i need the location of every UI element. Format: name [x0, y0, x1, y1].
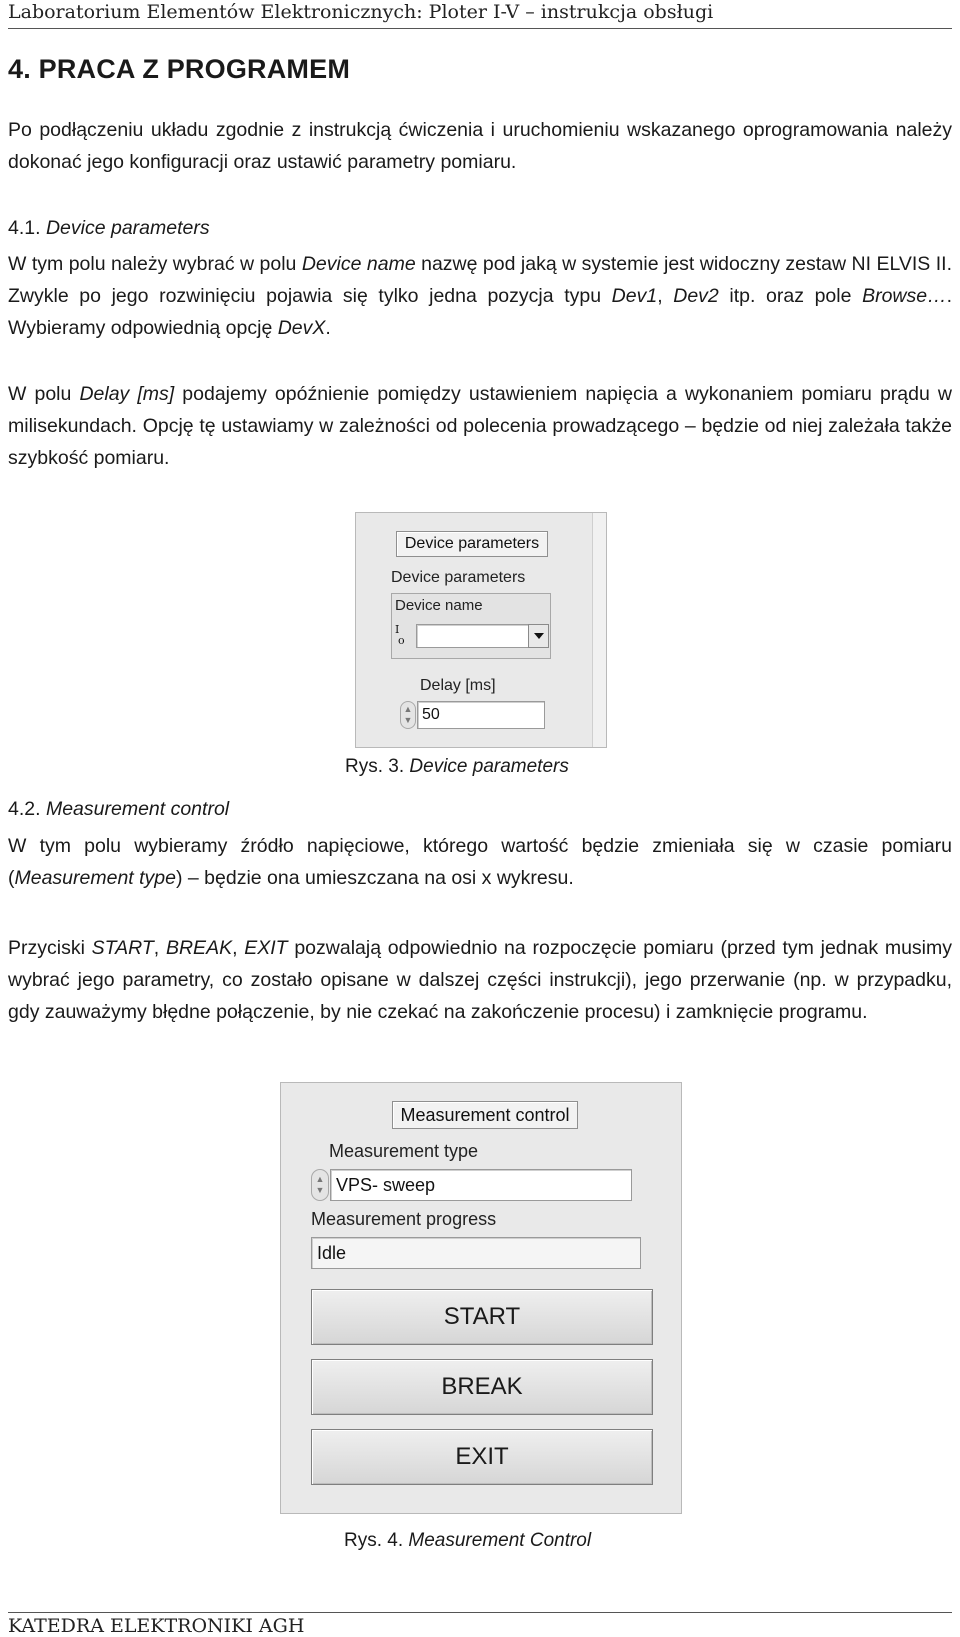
spinner-icon[interactable]: ▲ ▼ — [400, 701, 416, 729]
device-paragraph-1 — [8, 248, 952, 344]
caption-title: Measurement Control — [408, 1530, 592, 1551]
subsection-number: 4.1. — [8, 217, 41, 239]
italic-run: START — [91, 937, 154, 959]
section-heading: 4. PRACA Z PROGRAMEM — [8, 54, 351, 84]
text-run: W polu — [8, 383, 80, 405]
caption-prefix: Rys. 3. — [345, 756, 410, 777]
text-run: . Wybieramy odpowiednią opcję — [8, 285, 953, 339]
caption-title: Device parameters — [409, 756, 569, 777]
exit-button[interactable]: EXIT — [311, 1429, 653, 1485]
measurement-progress-label: Measurement progress — [311, 1209, 497, 1229]
page-header — [8, 0, 952, 29]
subsection-number: 4.2. — [8, 798, 41, 820]
text-run: nazwę pod jaką w systemie jest widoczny zestaw NI ELVIS II. Zwykle po jego rozwinięciu pojawia się tylko jedna pozycja typu — [8, 253, 952, 307]
italic-run: Dev2 — [673, 285, 719, 307]
device-name-select[interactable] — [416, 624, 532, 648]
delay-input[interactable] — [417, 701, 545, 729]
dropdown-arrow-icon[interactable] — [528, 624, 549, 648]
page-footer — [8, 1612, 952, 1637]
panel-title: Measurement control — [392, 1101, 578, 1129]
intro-paragraph: Po podłączeniu układu zgodnie z instrukcją ćwiczenia i uruchomieniu wskazanego oprogramowania należy dokonać jego konfiguracji oraz ustawić parametry pomiaru. — [8, 119, 952, 173]
measurement-progress-indicator — [311, 1237, 641, 1269]
subsection-title: Device parameters — [45, 217, 210, 239]
break-button[interactable]: BREAK — [311, 1359, 653, 1415]
spinner-icon[interactable]: ▲ ▼ — [311, 1169, 329, 1201]
subsection-heading-measurement — [8, 793, 229, 825]
italic-run: DevX — [277, 317, 326, 339]
text-run: Przyciski — [8, 937, 92, 959]
text-run: itp. oraz pole — [718, 285, 863, 307]
footer-text: KATEDRA ELEKTRONIKI AGH — [8, 1615, 305, 1637]
scrollbar[interactable] — [592, 513, 606, 747]
delay-value: 50 — [422, 706, 440, 723]
text-run: pozwalają odpowiednio na rozpoczęcie pomiaru (przed tym jednak musimy wybrać jego parametry, co zostało opisane w dalszej części instrukcji), jego przerwanie (np. w przypadku, gdy zauważymy błędne połączenie, by nie czekać na zakończenie procesu) i zamknięcie programu. — [8, 937, 952, 1023]
text-run: ) – będzie ona umieszczana na osi x wykresu. — [176, 867, 574, 889]
italic-run: BREAK — [165, 937, 233, 959]
text-run: W tym polu wybieramy źródło napięciowe, którego wartość będzie zmieniała się w czasie pomiaru ( — [8, 835, 952, 889]
text-run: , — [153, 937, 166, 959]
measurement-paragraph-2 — [8, 932, 952, 1028]
group-label: Device parameters — [391, 569, 526, 586]
start-button[interactable]: START — [311, 1289, 653, 1345]
figure-4-caption — [344, 1528, 591, 1554]
italic-run: Device name — [301, 253, 416, 275]
subsection-title: Measurement control — [45, 798, 230, 820]
device-paragraph-2 — [8, 378, 952, 474]
measurement-progress-value: Idle — [317, 1243, 347, 1263]
subsection-heading-device — [8, 212, 210, 244]
italic-run: Measurement type — [14, 867, 176, 889]
text-run: , — [232, 937, 245, 959]
caption-prefix: Rys. 4. — [344, 1530, 409, 1551]
figure-3-caption — [345, 754, 569, 780]
measurement-type-label: Measurement type — [329, 1141, 479, 1161]
header-text: Laboratorium Elementów Elektronicznych: Ploter I-V – instrukcja obsługi — [8, 1, 714, 23]
delay-label: Delay [ms] — [420, 677, 496, 694]
measurement-control-figure — [280, 1082, 682, 1514]
device-name-label: Device name — [395, 597, 483, 614]
measurement-paragraph-1 — [8, 830, 952, 894]
text-run: podajemy opóźnienie pomiędzy ustawieniem napięcia a wykonaniem pomiaru prądu w milisekundach. Opcję tę ustawiamy w zależności od polecenia prowadzącego – będzie od niej zależała także szybkość pomiaru. — [8, 383, 952, 469]
text-run: . — [325, 317, 331, 339]
device-parameters-figure — [355, 512, 607, 748]
measurement-type-select[interactable] — [330, 1169, 632, 1201]
text-run: , — [657, 285, 674, 307]
panel-title: Device parameters — [396, 531, 548, 557]
text-run: W tym polu należy wybrać w polu — [8, 253, 302, 275]
device-name-group — [391, 593, 551, 659]
italic-run: EXIT — [244, 937, 288, 959]
italic-run: Dev1 — [611, 285, 658, 307]
io-icon: I o — [395, 623, 405, 647]
italic-run: Delay [ms] — [79, 383, 175, 405]
measurement-type-value: VPS- sweep — [336, 1175, 436, 1195]
italic-run: Browse… — [862, 285, 947, 307]
